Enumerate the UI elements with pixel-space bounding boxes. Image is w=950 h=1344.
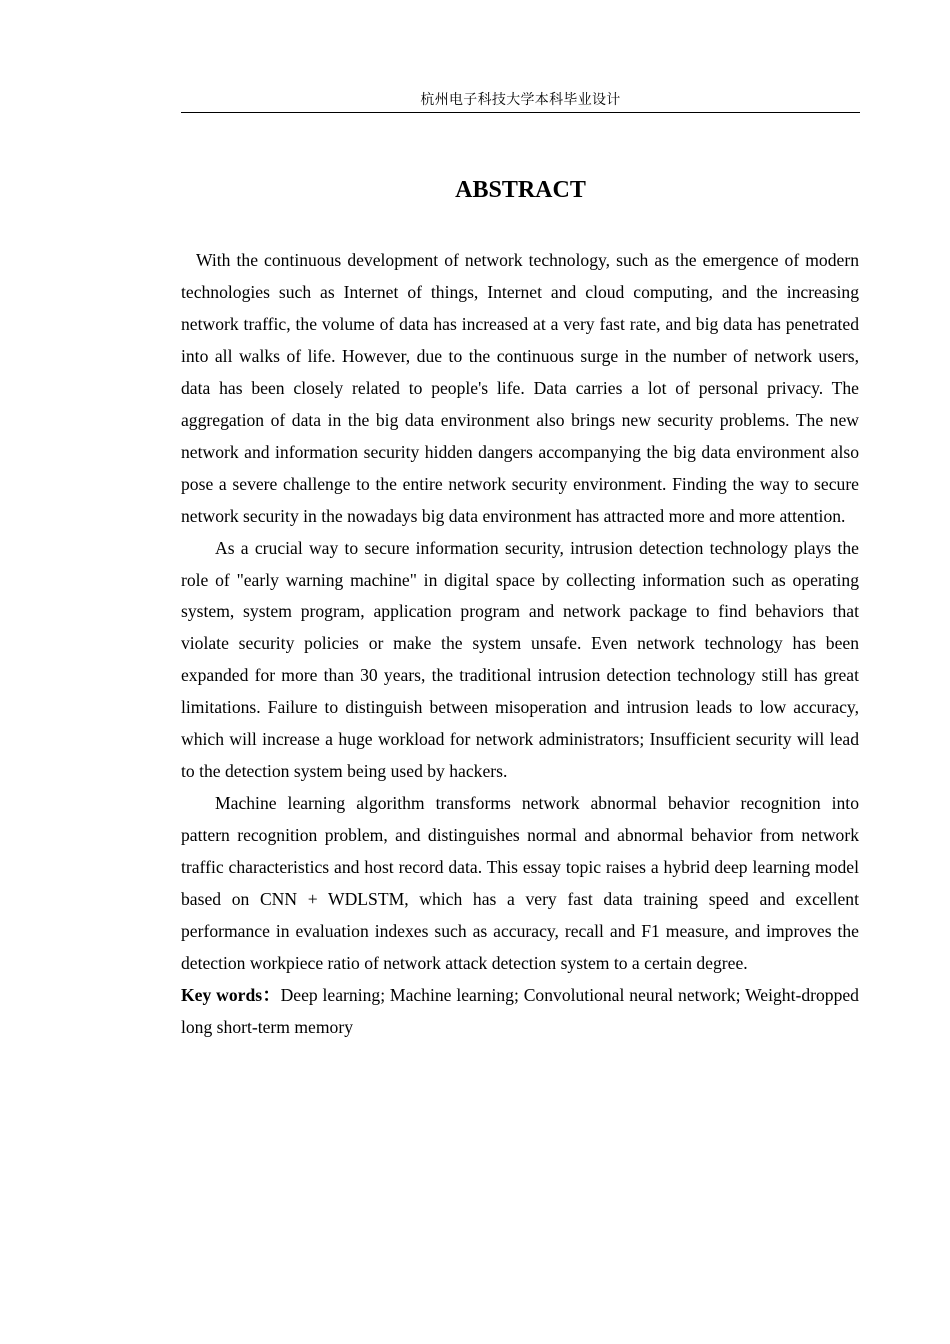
abstract-body xyxy=(181,245,859,1044)
abstract-paragraph-3: Machine learning algorithm transforms network abnormal behavior recognition into pattern recognition problem, and distinguishes normal and abnormal behavior from network traffic characteristics and host record data. This essay topic raises a hybrid deep learning model based on CNN + WDLSTM, which has a very fast data training speed and excellent performance in evaluation indexes such as accuracy, recall and F1 measure, and improves the detection workpiece ratio of network attack detection system to a certain degree. xyxy=(181,793,859,973)
keywords-label: Key words： xyxy=(181,984,281,1005)
header-title: 杭州电子科技大学本科毕业设计 xyxy=(420,92,621,108)
abstract-paragraph-1: With the continuous development of network technology, such as the emergence of modern technologies such as Internet of things, Internet and cloud computing, and the increasing network traffic, the volume of data has increased at a very fast rate, and big data has penetrated into all walks of life. However, due to the continuous surge in the number of network users, data has been closely related to people's life. Data carries a lot of personal privacy. The aggregation of data in the big data environment also brings new security problems. The new network and information security hidden dangers accompanying the big data environment also pose a severe challenge to the entire network security environment. Finding the way to secure network security in the nowadays big data environment has attracted more and more attention. xyxy=(181,250,859,526)
keywords xyxy=(181,980,859,1044)
abstract-title: ABSTRACT xyxy=(455,177,586,203)
page-header xyxy=(181,90,860,113)
abstract-paragraph-2: As a crucial way to secure information security, intrusion detection technology plays the role of "early warning machine" in digital space by collecting information such as operating system, system program, application program and network package to find behaviors that violate security policies or make the system unsafe. Even network technology has been expanded for more than 30 years, the traditional intrusion detection technology still has great limitations. Failure to distinguish between misoperation and intrusion leads to low accuracy, which will increase a huge workload for network administrators; Insufficient security will lead to the detection system being used by hackers. xyxy=(181,537,859,782)
keywords-text: Deep learning; Machine learning; Convolutional neural network; Weight-dropped long short-term memory xyxy=(181,984,859,1037)
